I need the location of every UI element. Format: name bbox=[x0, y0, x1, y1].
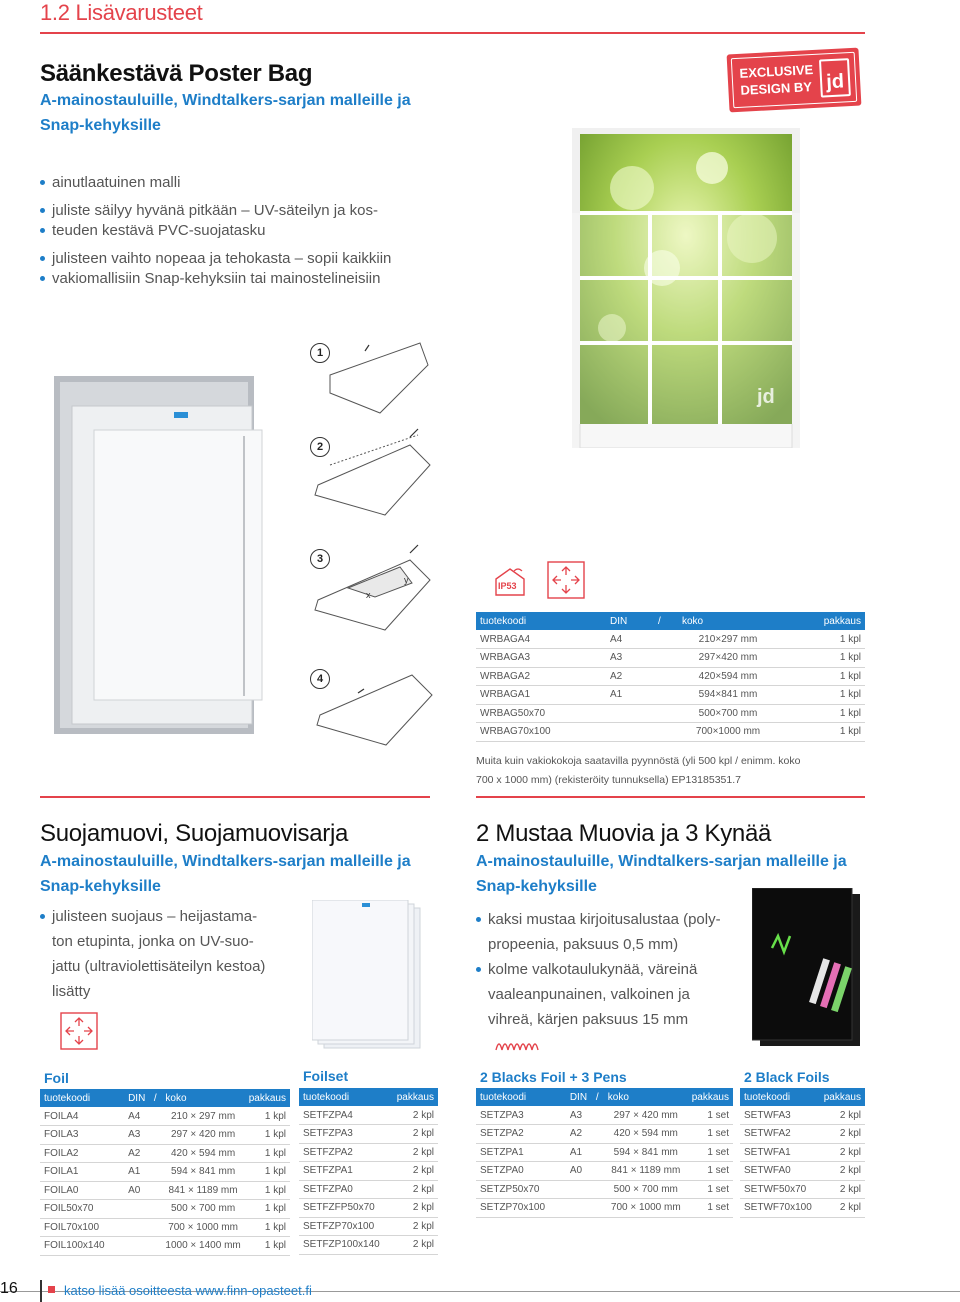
poster-bag-note-2: 700 x 1000 mm) (rekisteröity tunnuksella) EP13185351.7 bbox=[476, 774, 741, 786]
pens-section-subtitle-1: A-mainostauluille, Windtalkers-sarjan malleille ja bbox=[476, 853, 847, 870]
foil-section-title: Suojamuovi, Suojamuovisarja bbox=[40, 820, 349, 847]
black-foils-table bbox=[740, 1088, 865, 1218]
foil-table bbox=[40, 1089, 290, 1256]
foil-section-subtitle-2: Snap-kehyksille bbox=[40, 878, 161, 895]
table-row: FOILA4 A4 210 × 297 mm 1 kpl bbox=[40, 1107, 290, 1126]
pens-features bbox=[476, 907, 766, 1032]
table-row: SETFZFP50x70 2 kpl bbox=[299, 1199, 438, 1218]
dimension-y-label: y bbox=[404, 575, 409, 585]
footer-divider bbox=[40, 1280, 42, 1302]
poster-bag-image bbox=[572, 128, 800, 448]
col-din: DIN bbox=[606, 612, 654, 630]
feature-item-cont: lisätty bbox=[52, 983, 91, 1000]
table-row: WRBAGA4 A4 210×297 mm 1 kpl bbox=[476, 630, 865, 649]
table-row: SETZP50x70 500 × 700 mm 1 set bbox=[476, 1180, 733, 1199]
table-row: SETFZPA0 2 kpl bbox=[299, 1180, 438, 1199]
table-row: SETWFA0 2 kpl bbox=[740, 1162, 865, 1181]
col-size: koko bbox=[678, 612, 778, 630]
table-row: SETWFA2 2 kpl bbox=[740, 1125, 865, 1144]
feature-item: kaksi mustaa kirjoitusalustaa (poly- bbox=[476, 907, 766, 932]
table-header-row: tuotekoodi pakkaus bbox=[299, 1088, 438, 1106]
table-row: WRBAGA3 A3 297×420 mm 1 kpl bbox=[476, 649, 865, 668]
table-row: WRBAG50x70 500×700 mm 1 kpl bbox=[476, 704, 865, 723]
blacks-pens-table bbox=[476, 1088, 733, 1218]
feature-item-cont: propeenia, paksuus 0,5 mm) bbox=[488, 936, 679, 953]
foil-table-title: Foil bbox=[44, 1070, 69, 1086]
table-header-row: tuotekoodi DIN / koko pakkaus bbox=[476, 1088, 733, 1106]
feature-item-cont: vihreä, kärjen paksuus 15 mm bbox=[488, 1011, 689, 1028]
table-header-row: tuotekoodi DIN / koko pakkaus bbox=[40, 1089, 290, 1107]
table-row: SETWFA1 2 kpl bbox=[740, 1143, 865, 1162]
header-rule bbox=[40, 32, 865, 34]
table-row: SETWF70x100 2 kpl bbox=[740, 1199, 865, 1218]
foilset-table-title: Foilset bbox=[303, 1068, 349, 1084]
table-row: FOIL70x100 700 × 1000 mm 1 kpl bbox=[40, 1218, 290, 1237]
chapter-title: 1.2 Lisävarusteet bbox=[40, 0, 203, 25]
table-header-row: tuotekoodi pakkaus bbox=[740, 1088, 865, 1106]
step-2-marker: 2 bbox=[310, 437, 330, 457]
poster-bag-illustration bbox=[572, 128, 800, 448]
resize-arrows-icon bbox=[547, 561, 585, 599]
jd-logo-icon bbox=[819, 58, 851, 98]
poster-bag-note-1: Muita kuin vakiokokoja saatavilla pyynnöstä (yli 500 kpl / enimm. koko bbox=[476, 755, 801, 767]
snap-frame-illustration bbox=[54, 376, 264, 736]
col-slash: / bbox=[654, 612, 678, 630]
feature-item: julisteen suojaus – heijastama- bbox=[40, 904, 300, 929]
feature-item-cont: teuden kestävä PVC-suojatasku bbox=[40, 221, 440, 241]
black-foils-table-title: 2 Black Foils bbox=[744, 1069, 830, 1085]
poster-bag-subtitle-1: A-mainostauluille, Windtalkers-sarjan malleille ja bbox=[40, 92, 411, 109]
badge-line-2: DESIGN BY bbox=[740, 79, 813, 98]
table-row: SETFZPA2 2 kpl bbox=[299, 1143, 438, 1162]
page-number: 16 bbox=[0, 1280, 18, 1297]
step-3-marker: 3 bbox=[310, 549, 330, 569]
jd-logo-text: jd bbox=[825, 70, 845, 94]
table-row: SETZP70x100 700 × 1000 mm 1 set bbox=[476, 1199, 733, 1218]
pens-section-title: 2 Mustaa Muovia ja 3 Kynää bbox=[476, 820, 772, 847]
table-row: SETZPA3 A3 297 × 420 mm 1 set bbox=[476, 1106, 733, 1125]
table-row: FOILA1 A1 594 × 841 mm 1 kpl bbox=[40, 1163, 290, 1182]
poster-bag-table bbox=[476, 612, 865, 742]
table-row: SETFZPA3 2 kpl bbox=[299, 1125, 438, 1144]
table-row: WRBAGA1 A1 594×841 mm 1 kpl bbox=[476, 686, 865, 705]
table-row: FOILA0 A0 841 × 1189 mm 1 kpl bbox=[40, 1181, 290, 1200]
table-row: SETFZP100x140 2 kpl bbox=[299, 1236, 438, 1255]
pens-section-rule bbox=[476, 796, 865, 798]
exclusive-design-badge bbox=[727, 48, 862, 113]
feature-item: kolme valkotaulukynää, väreinä bbox=[476, 957, 766, 982]
foil-section-rule bbox=[40, 796, 430, 798]
feature-item-cont: jattu (ultraviolettisäteilyn kestoa) bbox=[52, 958, 266, 975]
black-foils-pens-image bbox=[752, 888, 862, 1050]
squiggle-icon bbox=[494, 1036, 544, 1056]
table-row: FOILA3 A3 297 × 420 mm 1 kpl bbox=[40, 1126, 290, 1145]
steps-diagram bbox=[300, 335, 450, 755]
foil-resize-icon bbox=[60, 1012, 98, 1050]
step-4-marker: 4 bbox=[310, 669, 330, 689]
feature-item: ainutlaatuinen malli bbox=[40, 173, 440, 193]
dimension-x-label: x bbox=[366, 590, 371, 600]
table-row: WRBAGA2 A2 420×594 mm 1 kpl bbox=[476, 667, 865, 686]
foil-features bbox=[40, 904, 300, 1004]
pens-section-subtitle-2: Snap-kehyksille bbox=[476, 878, 597, 895]
table-row: SETFZPA4 2 kpl bbox=[299, 1106, 438, 1125]
blacks-pens-table-title: 2 Blacks Foil + 3 Pens bbox=[480, 1069, 627, 1085]
ip53-weather-icon bbox=[490, 565, 530, 599]
poster-bag-title: Säänkestävä Poster Bag bbox=[40, 60, 313, 87]
table-row: SETZPA2 A2 420 × 594 mm 1 set bbox=[476, 1125, 733, 1144]
footer-marker bbox=[48, 1286, 55, 1293]
col-package: pakkaus bbox=[778, 612, 865, 630]
ip53-label: IP53 bbox=[498, 581, 517, 591]
foil-section-subtitle-1: A-mainostauluille, Windtalkers-sarjan malleille ja bbox=[40, 853, 411, 870]
snap-frame-image bbox=[54, 376, 264, 736]
table-header-row bbox=[476, 612, 865, 630]
table-row: FOILA2 A2 420 × 594 mm 1 kpl bbox=[40, 1144, 290, 1163]
website-link[interactable]: katso lisää osoitteesta www.finn-opasteet.fi bbox=[64, 1283, 312, 1298]
feature-item: juliste säilyy hyvänä pitkään – UV-säteilyn ja kos- bbox=[40, 201, 440, 221]
table-row: SETZPA0 A0 841 × 1189 mm 1 set bbox=[476, 1162, 733, 1181]
foilset-table bbox=[299, 1088, 438, 1255]
feature-item-cont: vaaleanpunainen, valkoinen ja bbox=[488, 986, 690, 1003]
foil-sheets-image bbox=[312, 900, 422, 1050]
col-product-code: tuotekoodi bbox=[476, 612, 606, 630]
feature-item-cont: ton etupinta, jonka on UV-suo- bbox=[52, 933, 254, 950]
step-1-marker: 1 bbox=[310, 343, 330, 363]
table-row: SETZPA1 A1 594 × 841 mm 1 set bbox=[476, 1143, 733, 1162]
poster-bag-features bbox=[40, 173, 440, 297]
feature-item: julisteen vaihto nopeaa ja tehokasta – sopii kaikkiin bbox=[40, 249, 440, 269]
poster-bag-subtitle-2: Snap-kehyksille bbox=[40, 117, 161, 134]
table-row: WRBAG70x100 700×1000 mm 1 kpl bbox=[476, 723, 865, 742]
badge-line-1: EXCLUSIVE bbox=[739, 61, 814, 81]
table-row: SETFZPA1 2 kpl bbox=[299, 1162, 438, 1181]
table-row: SETFZP70x100 2 kpl bbox=[299, 1217, 438, 1236]
table-row: FOIL100x140 1000 × 1400 mm 1 kpl bbox=[40, 1237, 290, 1256]
table-row: SETWFA3 2 kpl bbox=[740, 1106, 865, 1125]
svg-text:jd: jd bbox=[757, 386, 775, 408]
table-row: SETWF50x70 2 kpl bbox=[740, 1180, 865, 1199]
feature-item-cont: vakiomallisiin Snap-kehyksiin tai mainostelineisiin bbox=[40, 269, 440, 289]
table-row: FOIL50x70 500 × 700 mm 1 kpl bbox=[40, 1200, 290, 1219]
